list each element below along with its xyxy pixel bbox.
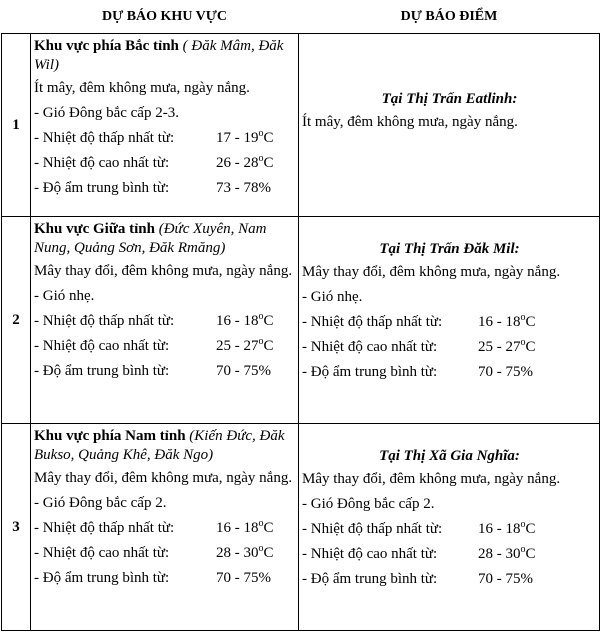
- stat-humidity: - Độ ẩm trung bình từ: 70 - 75%: [34, 363, 271, 379]
- header-empty: [2, 0, 31, 34]
- area-places: (Đức Xuyên, Nam Nung, Quảng Sơn, Đăk Rmăng): [34, 221, 267, 256]
- area-description: Mây thay đổi, đêm không mưa, ngày nắng.: [34, 263, 293, 279]
- header-area-forecast: DỰ BÁO KHU VỰC: [101, 8, 228, 24]
- area-forecast-cell: [31, 424, 299, 631]
- stat-max-temp: - Nhiệt độ cao nhất từ: 25 - 27$^o$C: [34, 336, 274, 354]
- area-places: ( Đăk Mâm, Đăk Wil): [34, 38, 284, 73]
- point-forecast-cell: [299, 217, 600, 424]
- stat-min-temp: - Nhiệt độ thấp nhất từ: 16 - 18$^o$C: [34, 518, 274, 536]
- point-stat-max-temp: - Nhiệt độ cao nhất từ: 28 - 30$^o$C: [302, 544, 536, 562]
- point-description: Mây thay đổi, đêm không mưa, ngày nắng.: [302, 264, 561, 280]
- point-wind: - Gió Đông bắc cấp 2.: [302, 496, 435, 512]
- point-stat-humidity: - Độ ẩm trung bình từ: 70 - 75%: [302, 364, 533, 380]
- area-wind: - Gió Đông bắc cấp 2-3.: [34, 105, 179, 121]
- forecast-row-2: [2, 217, 600, 424]
- point-forecast-cell: [299, 34, 600, 217]
- point-title: Tại Thị Trấn Đăk Mil:: [379, 241, 520, 257]
- point-title: Tại Thị Trấn Eatlinh:: [381, 91, 518, 107]
- forecast-table: [1, 0, 600, 631]
- area-description: Mây thay đổi, đêm không mưa, ngày nắng.: [34, 470, 293, 486]
- point-stat-min-temp: - Nhiệt độ thấp nhất từ: 16 - 18$^o$C: [302, 312, 536, 330]
- stat-max-temp: - Nhiệt độ cao nhất từ: 26 - 28$^o$C: [34, 153, 274, 171]
- area-places: (Kiến Đức, Đăk Bukso, Quảng Khê, Đăk Ngo): [34, 428, 285, 463]
- stat-humidity: - Độ ẩm trung bình từ: 70 - 75%: [34, 570, 271, 586]
- header-point-forecast: DỰ BÁO ĐIỂM: [400, 8, 498, 24]
- row-number: 1: [2, 34, 31, 217]
- point-stat-max-temp: - Nhiệt độ cao nhất từ: 25 - 27$^o$C: [302, 337, 536, 355]
- point-description: Mây thay đổi, đêm không mưa, ngày nắng.: [302, 471, 561, 487]
- point-stat-min-temp: - Nhiệt độ thấp nhất từ: 16 - 18$^o$C: [302, 519, 536, 537]
- point-description: Ít mây, đêm không mưa, ngày nắng.: [302, 114, 518, 130]
- area-title: Khu vực phía Bắc tỉnh ( Đăk Mâm, Đăk Wil): [34, 38, 284, 73]
- forecast-row-3: [2, 424, 600, 631]
- area-title: Khu vực phía Nam tỉnh (Kiến Đức, Đăk Bukso, Quảng Khê, Đăk Ngo): [34, 428, 285, 463]
- area-wind: - Gió Đông bắc cấp 2.: [34, 495, 167, 511]
- point-forecast-cell: [299, 424, 600, 631]
- area-wind: - Gió nhẹ.: [34, 288, 95, 304]
- area-forecast-cell: [31, 34, 299, 217]
- row-number: 3: [2, 424, 31, 631]
- point-wind: - Gió nhẹ.: [302, 289, 363, 305]
- area-title: Khu vực Giữa tỉnh (Đức Xuyên, Nam Nung, Quảng Sơn, Đăk Rmăng): [34, 221, 267, 256]
- stat-humidity: - Độ ẩm trung bình từ: 73 - 78%: [34, 180, 271, 196]
- stat-max-temp: - Nhiệt độ cao nhất từ: 28 - 30$^o$C: [34, 543, 274, 561]
- stat-min-temp: - Nhiệt độ thấp nhất từ: 17 - 19$^o$C: [34, 128, 274, 146]
- area-forecast-cell: [31, 217, 299, 424]
- point-stat-humidity: - Độ ẩm trung bình từ: 70 - 75%: [302, 571, 533, 587]
- row-number: 2: [2, 217, 31, 424]
- area-description: Ít mây, đêm không mưa, ngày nắng.: [34, 80, 250, 96]
- header-row: [2, 0, 600, 34]
- forecast-row-1: [2, 34, 600, 217]
- stat-min-temp: - Nhiệt độ thấp nhất từ: 16 - 18$^o$C: [34, 311, 274, 329]
- point-title: Tại Thị Xã Gia Nghĩa:: [379, 448, 520, 464]
